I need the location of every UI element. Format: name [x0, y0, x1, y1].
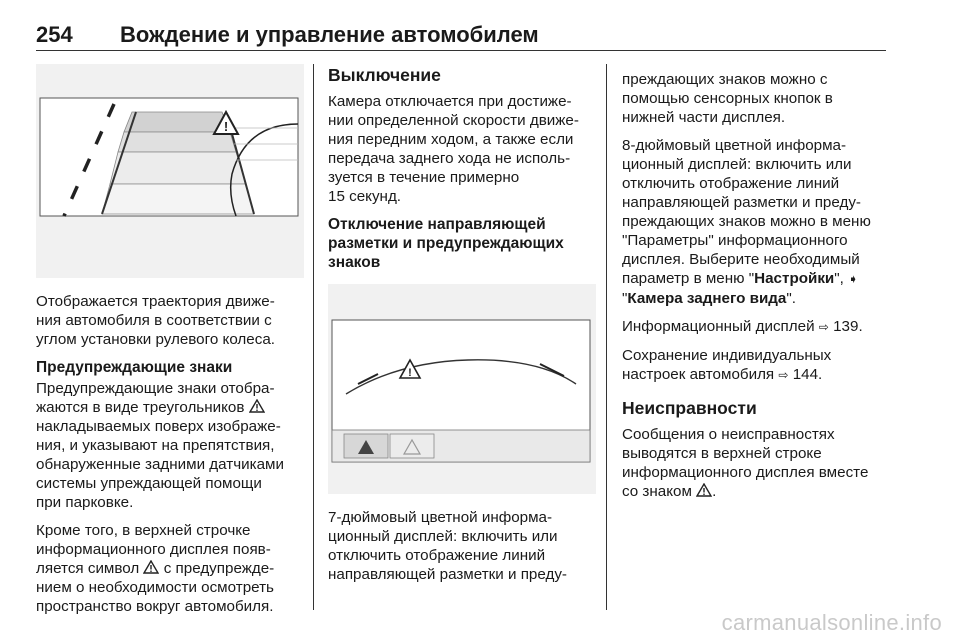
faults-text: Сообщения о неисправностях выводятся в верхней строке информационного дисплея вместе со знаком . — [622, 426, 869, 500]
camera-display-illustration — [328, 284, 596, 494]
column-divider-1 — [313, 64, 314, 610]
trajectory-figure — [36, 64, 304, 278]
rear-camera-trajectory-illustration — [36, 64, 304, 278]
column-1 — [36, 64, 304, 616]
column-2 — [328, 64, 596, 584]
save-settings-reference: Сохранение индивидуальных настроек автомобиля ⇨ 144. — [622, 347, 832, 383]
eight-inch-text: 8-дюймовый цветной информа- ционный дисплей: включить или отключить отображение линий направляющей разметки и преду- преждающих знаков можно в меню "Параметры" информационного дисплея. Выберите необходимый параметр в меню "Настройки", ➧ "Камера заднего вида". — [622, 137, 871, 307]
off-heading: Выключение — [328, 65, 441, 85]
page-reference-icon: ⇨ — [818, 320, 829, 334]
page-title: Вождение и управление автомобилем — [120, 22, 539, 47]
trajectory-caption: Отображается траектория движе- ния автомобиля в соответствии с углом установки рулевого колеса. — [36, 293, 275, 348]
symbol-text: Кроме того, в верхней строчке информационного дисплея появ- ляется символ с предупрежде- нием о необходимости осмотреть пространство вокруг автомобиля. — [36, 522, 275, 615]
page-number: 254 — [36, 22, 73, 47]
page-reference-icon: ⇨ — [778, 368, 789, 382]
seven-inch-text: 7-дюймовый цветной информа- ционный дисплей: включить или отключить отображение линий направляющей разметки и преду- — [328, 509, 567, 583]
info-display-reference: Информационный дисплей ⇨ 139. — [622, 318, 863, 335]
arrow-right-icon: ➧ — [848, 272, 859, 286]
warning-triangle-icon — [696, 483, 712, 497]
svg-text:!: ! — [223, 119, 229, 134]
column-divider-2 — [606, 64, 607, 610]
warning-triangle-icon — [143, 560, 159, 574]
continuation-text: преждающих знаков можно с помощью сенсорных кнопок в нижней части дисплея. — [622, 71, 833, 126]
faults-heading: Неисправности — [622, 398, 757, 418]
warning-triangle-icon — [249, 399, 265, 413]
warning-signs-heading: Предупреждающие знаки — [36, 359, 233, 376]
svg-text:!: ! — [408, 367, 412, 379]
guide-heading: Отключение направляющей разметки и предупреждающих знаков — [328, 216, 564, 271]
camera-menu-label: Камера заднего вида — [627, 290, 787, 307]
page-header — [36, 16, 886, 51]
settings-menu-label: Настройки — [754, 270, 835, 287]
display-figure — [328, 284, 596, 494]
column-3 — [622, 70, 894, 501]
off-text: Камера отключается при достиже- нии определенной скорости движе- ния передним ходом, а также если передача заднего хода не исполь- зуется в течение примерно 15 секунд. — [328, 93, 579, 205]
warning-signs-text: Предупреждающие знаки отобра- жаются в виде треугольников накладываемых поверх изображе- ния, и указывают на препятствия, обнаруженные задними датчиками системы упреждающей помощи при парковке. — [36, 380, 284, 511]
watermark: carmanualsonline.info — [721, 610, 942, 635]
